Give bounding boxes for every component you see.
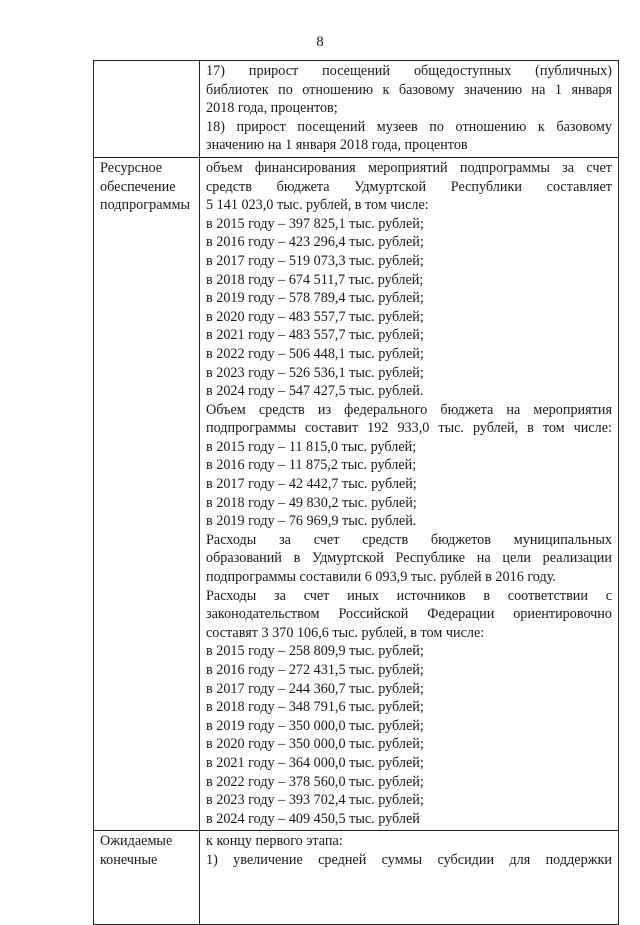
content-line: в 2021 году – 364 000,0 тыс. рублей; bbox=[206, 754, 424, 771]
content-line: в 2023 году – 393 702,4 тыс. рублей; bbox=[206, 792, 424, 809]
content-line: Расходы за счет иных источников в соответствии с bbox=[206, 587, 612, 604]
content-line: в 2017 году – 244 360,7 тыс. рублей; bbox=[206, 680, 424, 697]
content-line: в 2024 году – 409 450,5 тыс. рублей bbox=[206, 810, 420, 827]
row-label-line: Ожидаемые bbox=[100, 833, 173, 850]
content-line: в 2021 году – 483 557,7 тыс. рублей; bbox=[206, 327, 424, 344]
content-line: в 2015 году – 11 815,0 тыс. рублей; bbox=[206, 438, 417, 455]
content-line: библиотек по отношению к базовому значению на 1 января bbox=[206, 81, 612, 98]
row-label-cell bbox=[94, 831, 200, 925]
content-line: Объем средств из федерального бюджета на мероприятия bbox=[206, 401, 612, 418]
content-line: в 2015 году – 397 825,1 тыс. рублей; bbox=[206, 215, 424, 232]
content-line: в 2024 году – 547 427,5 тыс. рублей. bbox=[206, 383, 424, 400]
content-line: 2018 года, процентов; bbox=[206, 100, 338, 117]
content-line: в 2016 году – 423 296,4 тыс. рублей; bbox=[206, 234, 424, 251]
content-line: в 2018 году – 348 791,6 тыс. рублей; bbox=[206, 699, 424, 716]
row-label-line: подпрограммы bbox=[100, 197, 190, 214]
content-line: образований в Удмуртской Республике на цели реализации bbox=[206, 550, 612, 567]
content-line: 17) прирост посещений общедоступных (публичных) bbox=[206, 63, 612, 79]
content-line: в 2018 году – 49 830,2 тыс. рублей; bbox=[206, 494, 417, 511]
content-line: в 2020 году – 350 000,0 тыс. рублей; bbox=[206, 736, 424, 753]
row-label-line: обеспечение bbox=[100, 178, 176, 195]
table-row-resource-support bbox=[94, 157, 619, 830]
table-row-indicators bbox=[94, 61, 619, 158]
passport-table bbox=[93, 60, 619, 925]
content-line: в 2023 году – 526 536,1 тыс. рублей; bbox=[206, 364, 424, 381]
row-label-line: конечные bbox=[100, 851, 158, 868]
content-line: значению на 1 января 2018 года, процентов bbox=[206, 137, 468, 154]
content-line: в 2017 году – 42 442,7 тыс. рублей; bbox=[206, 476, 417, 493]
content-line: 18) прирост посещений музеев по отношению к базовому bbox=[206, 118, 612, 135]
row-content-cell bbox=[200, 157, 619, 830]
content-line: в 2015 году – 258 809,9 тыс. рублей; bbox=[206, 643, 424, 660]
content-line: в 2017 году – 519 073,3 тыс. рублей; bbox=[206, 252, 424, 269]
row-content-cell bbox=[200, 831, 619, 925]
content-line: законодательством Российской Федерации ориентировочно bbox=[206, 606, 612, 623]
content-line: Расходы за счет средств бюджетов муниципальных bbox=[206, 531, 612, 548]
content-line: в 2022 году – 378 560,0 тыс. рублей; bbox=[206, 773, 424, 790]
content-line: в 2016 году – 272 431,5 тыс. рублей; bbox=[206, 662, 424, 678]
row-content-cell bbox=[200, 61, 619, 158]
content-line: подпрограммы составили 6 093,9 тыс. рублей в 2016 году. bbox=[206, 569, 556, 586]
content-line: в 2022 году – 506 448,1 тыс. рублей; bbox=[206, 345, 424, 362]
content-line: к концу первого этапа: bbox=[206, 833, 343, 850]
row-label-cell bbox=[94, 157, 200, 830]
content-line: объем финансирования мероприятий подпрограммы за счет bbox=[206, 159, 612, 176]
content-line: подпрограммы составит 192 933,0 тыс. рублей, в том числе: bbox=[206, 420, 612, 437]
content-line: в 2019 году – 76 969,9 тыс. рублей. bbox=[206, 513, 417, 530]
content-line: в 2016 году – 11 875,2 тыс. рублей; bbox=[206, 457, 417, 474]
content-line: составят 3 370 106,6 тыс. рублей, в том числе: bbox=[206, 624, 485, 641]
row-label-line: Ресурсное bbox=[100, 159, 163, 176]
content-line: 1) увеличение средней суммы субсидии для поддержки bbox=[206, 851, 612, 868]
content-line: в 2019 году – 578 789,4 тыс. рублей; bbox=[206, 290, 424, 307]
content-line: средств бюджета Удмуртской Республики составляет bbox=[206, 178, 612, 195]
content-line: в 2020 году – 483 557,7 тыс. рублей; bbox=[206, 308, 424, 325]
row-label-cell bbox=[94, 61, 200, 158]
content-line: 5 141 023,0 тыс. рублей, в том числе: bbox=[206, 197, 429, 214]
page-number: 8 bbox=[316, 34, 324, 50]
content-line: в 2018 году – 674 511,7 тыс. рублей; bbox=[206, 271, 424, 288]
table-row-expected-results bbox=[94, 831, 619, 925]
content-line: в 2019 году – 350 000,0 тыс. рублей; bbox=[206, 717, 424, 734]
